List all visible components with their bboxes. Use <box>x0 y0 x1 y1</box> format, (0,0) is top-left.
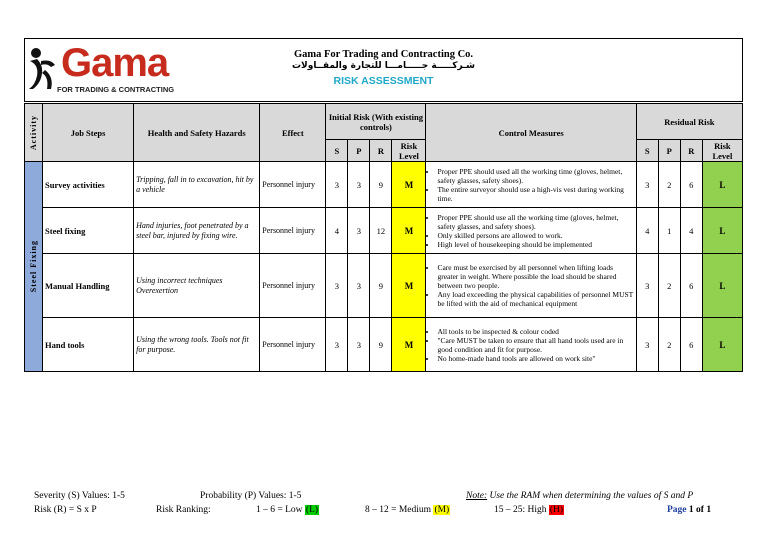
control-item: • High level of housekeeping should be implemented <box>437 240 633 249</box>
effect-header: Effect <box>260 104 326 162</box>
hazard: Using the wrong tools. Tools not fit for purpose. <box>134 318 260 372</box>
table-row <box>25 254 743 318</box>
hazard: Tripping, fall in to excavation, hit by a vehicle <box>134 162 260 208</box>
table-row <box>25 318 743 372</box>
initial-r-header: R <box>370 140 392 162</box>
initial-r: 9 <box>370 162 392 208</box>
control-item: • Proper PPE should use all the working time (gloves, helmet, safety glasses, and safety shoes). <box>437 213 633 231</box>
initial-p: 3 <box>348 162 370 208</box>
residual-risk-level: L <box>702 318 742 372</box>
risk-assessment-table <box>24 103 743 372</box>
effect: Personnel injury <box>260 162 326 208</box>
residual-p: 2 <box>658 254 680 318</box>
residual-p: 2 <box>658 162 680 208</box>
initial-level-header: Risk Level <box>392 140 426 162</box>
activity-cell: Steel Fixing <box>25 162 43 372</box>
initial-p: 3 <box>348 318 370 372</box>
residual-p: 2 <box>658 318 680 372</box>
footer-severity: Severity (S) Values: 1-5 <box>34 491 125 501</box>
initial-s: 3 <box>326 254 348 318</box>
initial-risk-level: M <box>392 318 426 372</box>
page-total: 1 <box>706 505 712 515</box>
control-item: • Proper PPE should used all the working time (gloves, helmet, safety glasses, safety shoes). <box>437 167 633 185</box>
job-steps-header: Job Steps <box>43 104 134 162</box>
residual-r-header: R <box>680 140 702 162</box>
job-step: Manual Handling <box>43 254 134 318</box>
logo-subtitle: FOR TRADING & CONTRACTING <box>57 85 175 94</box>
residual-r: 6 <box>680 254 702 318</box>
control-item: • The entire surveyor should use a high-vis vest during working time. <box>437 185 633 203</box>
job-step: Steel fixing <box>43 208 134 254</box>
control-item: • Only skilled persons are allowed to work. <box>437 231 633 240</box>
effect: Personnel injury <box>260 318 326 372</box>
initial-risk-level: M <box>392 208 426 254</box>
control-measures <box>426 254 636 318</box>
effect: Personnel injury <box>260 208 326 254</box>
initial-r: 12 <box>370 208 392 254</box>
residual-p: 1 <box>658 208 680 254</box>
job-step: Hand tools <box>43 318 134 372</box>
page-current: 1 <box>688 505 694 515</box>
residual-r: 6 <box>680 162 702 208</box>
residual-s: 3 <box>636 162 658 208</box>
residual-s: 3 <box>636 318 658 372</box>
company-name-arabic: شـركـــــة جـــــامـــا للتجارة والمقــاولات <box>292 61 475 71</box>
hazards-header: Health and Safety Hazards <box>134 104 260 162</box>
initial-risk-header: Initial Risk (With existing controls) <box>326 104 426 140</box>
initial-risk-level: M <box>392 254 426 318</box>
initial-p-header: P <box>348 140 370 162</box>
ranking-high-text: 15 – 25: High <box>494 505 549 515</box>
footer-note <box>466 491 693 501</box>
page-of: of <box>693 505 707 515</box>
control-item: • Any load exceeding the physical capabilities of personnel MUST be lifted with the aid of mechanical equipment <box>437 290 633 308</box>
residual-risk-header: Residual Risk <box>636 104 742 140</box>
ranking-low-tag: (L) <box>305 505 319 515</box>
initial-risk-level: M <box>392 162 426 208</box>
footer-probability: Probability (P) Values: 1-5 <box>200 491 302 501</box>
control-item: • No home-made hand tools are allowed on work site" <box>437 354 633 363</box>
residual-p-header: P <box>658 140 680 162</box>
hazard: Hand injuries, foot penetrated by a steel bar, injured by fixing wire. <box>134 208 260 254</box>
table-row <box>25 208 743 254</box>
footer-risk-formula: Risk (R) = S x P <box>34 505 97 515</box>
ranking-high <box>494 505 564 515</box>
initial-s-header: S <box>326 140 348 162</box>
residual-s: 3 <box>636 254 658 318</box>
control-measures <box>426 162 636 208</box>
initial-p: 3 <box>348 254 370 318</box>
note-prefix: Note: <box>466 491 488 501</box>
initial-r: 9 <box>370 254 392 318</box>
residual-r: 4 <box>680 208 702 254</box>
residual-s: 4 <box>636 208 658 254</box>
ranking-medium <box>365 505 450 515</box>
control-item: • All tools to be inspected & colour coded <box>437 327 633 336</box>
control-measures <box>426 208 636 254</box>
control-measures <box>426 318 636 372</box>
initial-r: 9 <box>370 318 392 372</box>
ranking-low-text: 1 – 6 = Low <box>256 505 305 515</box>
control-item: • Care must be exercised by all personnel when lifting loads greater in weight. Where possible the load should be shared between two people. <box>437 263 633 290</box>
document-header <box>24 38 743 102</box>
residual-risk-level: L <box>702 208 742 254</box>
footer-risk-ranking: Risk Ranking: <box>156 505 211 515</box>
hazard: Using incorrect techniques Overexertion <box>134 254 260 318</box>
page-word: Page <box>667 505 689 515</box>
ranking-medium-tag: (M) <box>434 505 450 515</box>
logo-wordmark: Gama <box>61 41 169 85</box>
effect: Personnel injury <box>260 254 326 318</box>
table-row <box>25 162 743 208</box>
residual-risk-level: L <box>702 162 742 208</box>
job-step: Survey activities <box>43 162 134 208</box>
residual-level-header: Risk Level <box>702 140 742 162</box>
ranking-high-tag: (H) <box>549 505 564 515</box>
document-title: RISK ASSESSMENT <box>333 75 434 87</box>
control-measures-header: Control Measures <box>426 104 636 162</box>
initial-p: 3 <box>348 208 370 254</box>
initial-s: 3 <box>326 162 348 208</box>
control-item: • "Care MUST be taken to ensure that all hand tools used are in good condition and fit for purpose. <box>437 336 633 354</box>
initial-s: 3 <box>326 318 348 372</box>
ranking-low <box>256 505 319 515</box>
page-number <box>667 505 711 515</box>
residual-risk-level: L <box>702 254 742 318</box>
ranking-medium-text: 8 – 12 = Medium <box>365 505 434 515</box>
note-text: Use the RAM when determining the values of S and P <box>487 491 694 501</box>
company-name: Gama For Trading and Contracting Co. <box>293 49 474 60</box>
residual-r: 6 <box>680 318 702 372</box>
initial-s: 4 <box>326 208 348 254</box>
residual-s-header: S <box>636 140 658 162</box>
activity-header: Activity <box>25 104 43 162</box>
